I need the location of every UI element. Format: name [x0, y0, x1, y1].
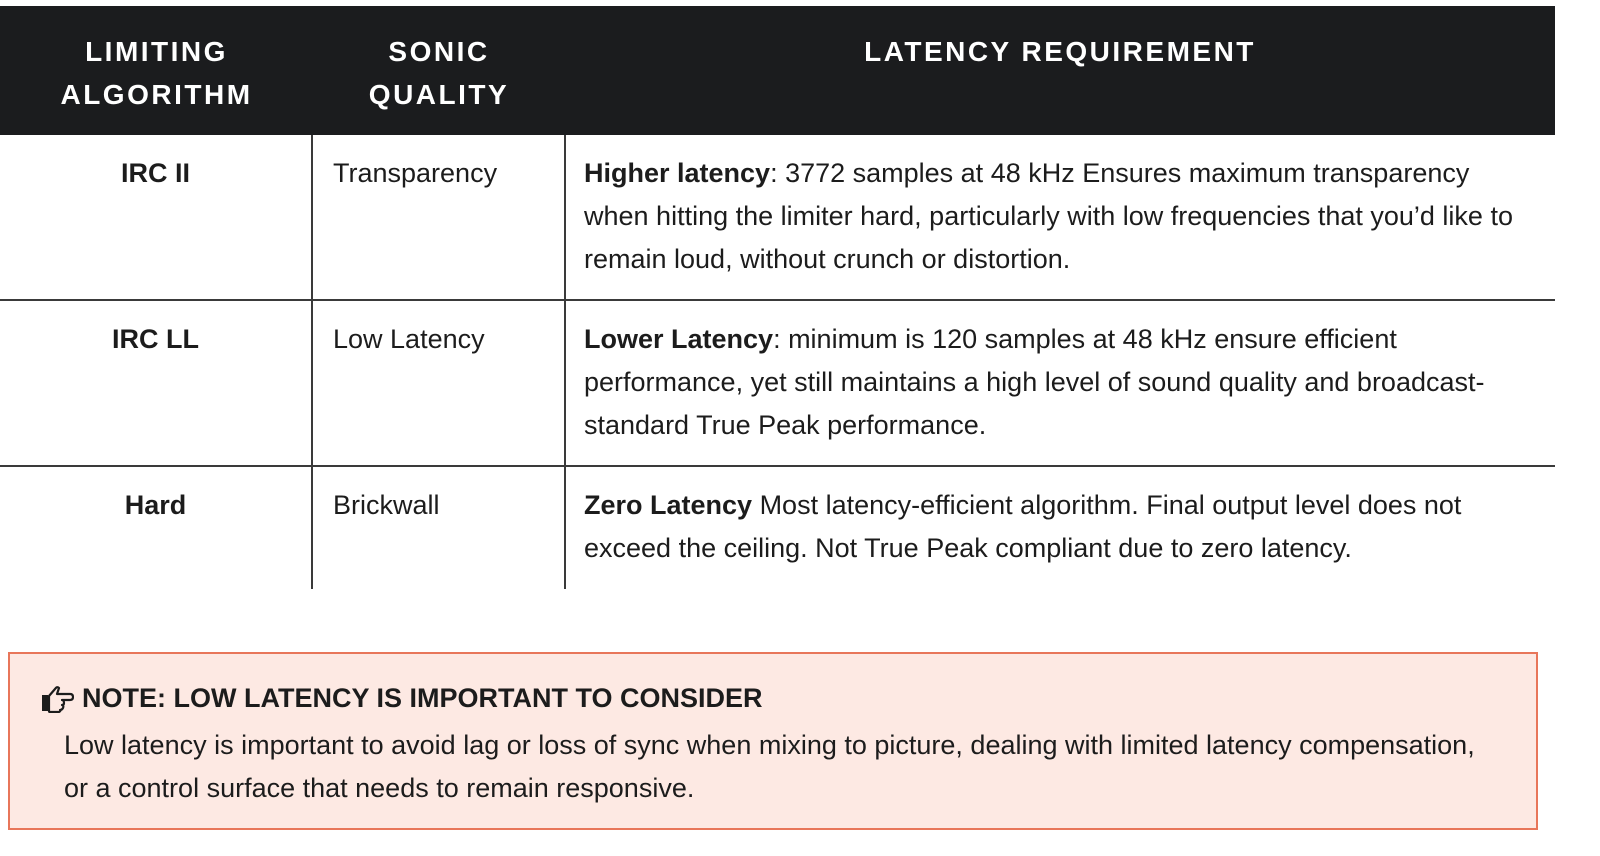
header-sonic-line1: SONIC: [388, 36, 490, 67]
note-title: [40, 680, 763, 716]
header-latency-requirement: LATENCY REQUIREMENT: [864, 36, 1256, 67]
latency-label: Zero Latency: [584, 490, 753, 520]
latency-label: Lower Latency: [584, 324, 774, 354]
latency-text: Most latency-efficient algorithm. Final output level does not exceed the ceiling. Not True Peak compliant due to zero latency.: [584, 490, 1462, 563]
header-sonic-quality: [313, 30, 565, 116]
algorithm-cell: Hard: [0, 467, 313, 589]
latency-label: Higher latency: [584, 158, 771, 188]
note-callout: [8, 652, 1538, 830]
header-limiting-algorithm: [0, 30, 313, 116]
table-row: [0, 135, 1555, 301]
latency-table: [0, 6, 1555, 589]
header-algorithm-line1: LIMITING: [85, 36, 228, 67]
table-header: [0, 6, 1555, 135]
latency-text: : minimum is 120 samples at 48 kHz ensure efficient performance, yet still maintains a high level of sound quality and broadcast-standard True Peak performance.: [584, 324, 1485, 440]
latency-text: : 3772 samples at 48 kHz Ensures maximum transparency when hitting the limiter hard, particularly with low frequencies that you’d like to remain loud, without crunch or distortion.: [584, 158, 1513, 274]
latency-cell: [566, 301, 1555, 465]
pointing-hand-icon: [40, 683, 74, 713]
algorithm-cell: IRC II: [0, 135, 313, 299]
sonic-quality-cell: Brickwall: [313, 467, 566, 589]
table-row: [0, 301, 1555, 467]
sonic-quality-cell: Low Latency: [313, 301, 566, 465]
header-sonic-line2: QUALITY: [368, 79, 510, 110]
latency-cell: [566, 467, 1555, 589]
algorithm-cell: IRC LL: [0, 301, 313, 465]
table-row: [0, 467, 1555, 589]
note-body: Low latency is important to avoid lag or loss of sync when mixing to picture, dealing with limited latency compensation, or a control surface that needs to remain responsive.: [64, 730, 1475, 803]
header-algorithm-line2: ALGORITHM: [60, 79, 253, 110]
latency-cell: [566, 135, 1555, 299]
note-title-text: NOTE: LOW LATENCY IS IMPORTANT TO CONSIDER: [82, 683, 763, 713]
sonic-quality-cell: Transparency: [313, 135, 566, 299]
